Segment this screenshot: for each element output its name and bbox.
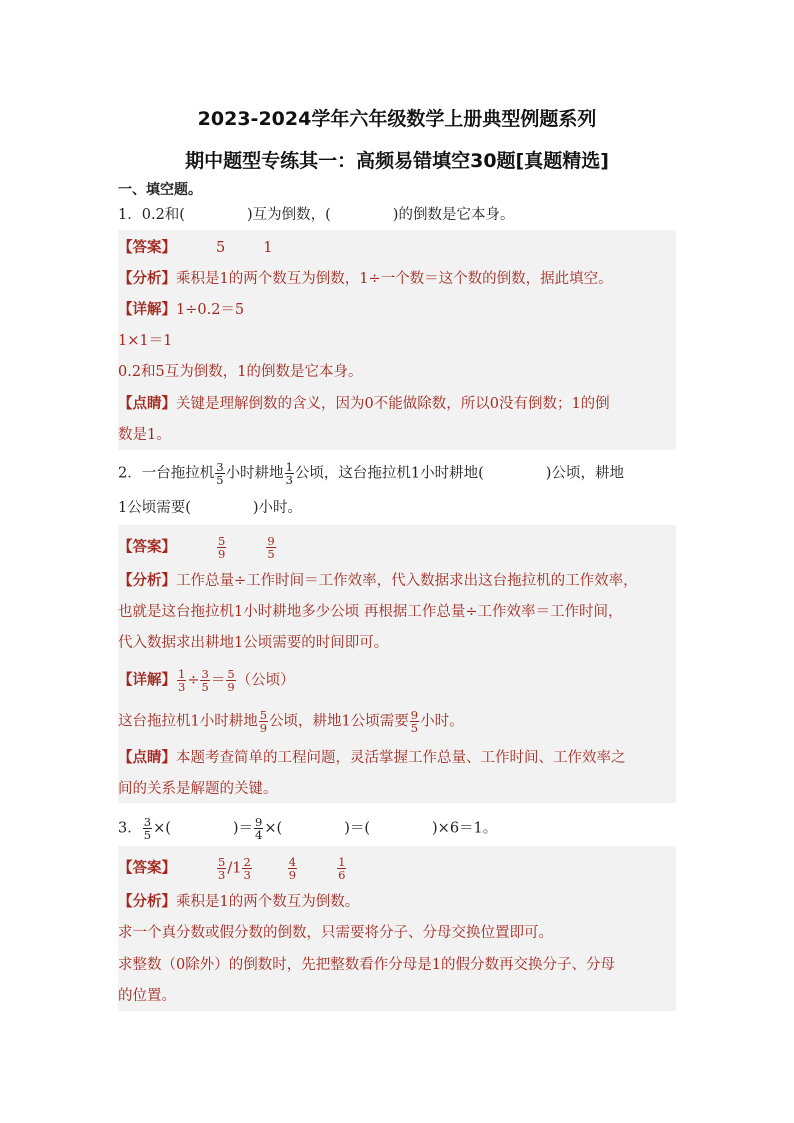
answer-value: $\frac{5}{9}$ <box>218 534 226 561</box>
comment-row-1: 【点睛】关键是理解倒数的含义，因为0不能做除数，所以0没有倒数；1的倒 <box>118 395 610 412</box>
comment-line: 数是1。 <box>118 427 171 443</box>
document-subtitle: 期中题型专练其一：高频易错填空30题[真题精选] <box>185 150 609 172</box>
analysis-row-3: 【分析】乘积是1的两个数互为倒数。 <box>118 893 360 910</box>
answer-value: $\frac{9}{5}$ <box>267 534 275 561</box>
document-title: 2023-2024学年六年级数学上册典型例题系列 <box>197 108 597 130</box>
analysis-line: 的位置。 <box>118 988 176 1004</box>
section-heading: 一、填空题。 <box>118 182 202 198</box>
answer-value: 1 <box>263 240 273 256</box>
detail-line: 0.2和5互为倒数，1的倒数是它本身。 <box>118 364 363 380</box>
answer-value: $\frac{4}{9}$ <box>288 855 297 882</box>
answer-value: 5 <box>216 240 226 256</box>
question-3: 3． $\frac{3}{5}$ ×( )＝ $\frac{9}{4}$ ×( )＝( )×6＝1。 <box>118 815 498 842</box>
analysis-line: 代入数据求出耕地1公顷需要的时间即可。 <box>118 635 389 651</box>
detail-row-1: 【详解】1÷0.2＝5 <box>118 301 245 318</box>
answer-row-3: 【答案】 $\frac{5}{3}$ /1 $\frac{2}{3}$ $\frac{4}{9}$ $\frac{1}{6}$ <box>118 855 346 882</box>
question-1: 1．0.2和( )互为倒数，( )的倒数是它本身。 <box>118 207 515 223</box>
question-2: 2．一台拖拉机 $\frac{3}{5}$ 小时耕地 $\frac{1}{3}$ 公顷，这台拖拉机1小时耕地( )公顷，耕地 <box>118 460 624 487</box>
comment-row-2: 【点睛】本题考查简单的工程问题，灵活掌握工作总量、工作时间、工作效率之 <box>118 749 626 766</box>
comment-line: 间的关系是解题的关键。 <box>118 781 278 797</box>
analysis-row-1: 【分析】乘积是1的两个数互为倒数，1÷一个数＝这个数的倒数，据此填空。 <box>118 270 613 287</box>
answer-row-2: 【答案】 $\frac{5}{9}$ $\frac{9}{5}$ <box>118 534 275 561</box>
answer-value: $\frac{5}{3}$ <box>218 855 226 882</box>
detail-line: 1×1＝1 <box>118 333 173 349</box>
answer-value: $\frac{2}{3}$ <box>243 855 251 882</box>
analysis-line: 求整数（0除外）的倒数时，先把整数看作分母是1的假分数再交换分子、分母 <box>118 957 615 973</box>
analysis-line: 也就是这台拖拉机1小时耕地多少公顷 再根据工作总量÷工作效率＝工作时间， <box>118 604 623 620</box>
analysis-line: 求一个真分数或假分数的倒数，只需要将分子、分母交换位置即可。 <box>118 925 553 941</box>
detail-row-2: 【详解】 $\frac{1}{3}$ ÷ $\frac{3}{5}$ ＝ $\frac{5}{9}$ （公顷） <box>118 667 295 694</box>
question-2-cont: 1公顷需要( )小时。 <box>118 500 303 516</box>
answer-value: $\frac{1}{6}$ <box>338 855 346 882</box>
solution-box-1 <box>118 230 676 450</box>
analysis-row-2: 【分析】工作总量÷工作时间＝工作效率，代入数据求出这台拖拉机的工作效率， <box>118 572 638 589</box>
answer-row-1: 【答案】 5 1 <box>118 239 273 256</box>
detail-line: 这台拖拉机1小时耕地 $\frac{5}{9}$ 公顷，耕地1公顷需要 $\frac{9}{5}$ 小时。 <box>118 708 464 735</box>
